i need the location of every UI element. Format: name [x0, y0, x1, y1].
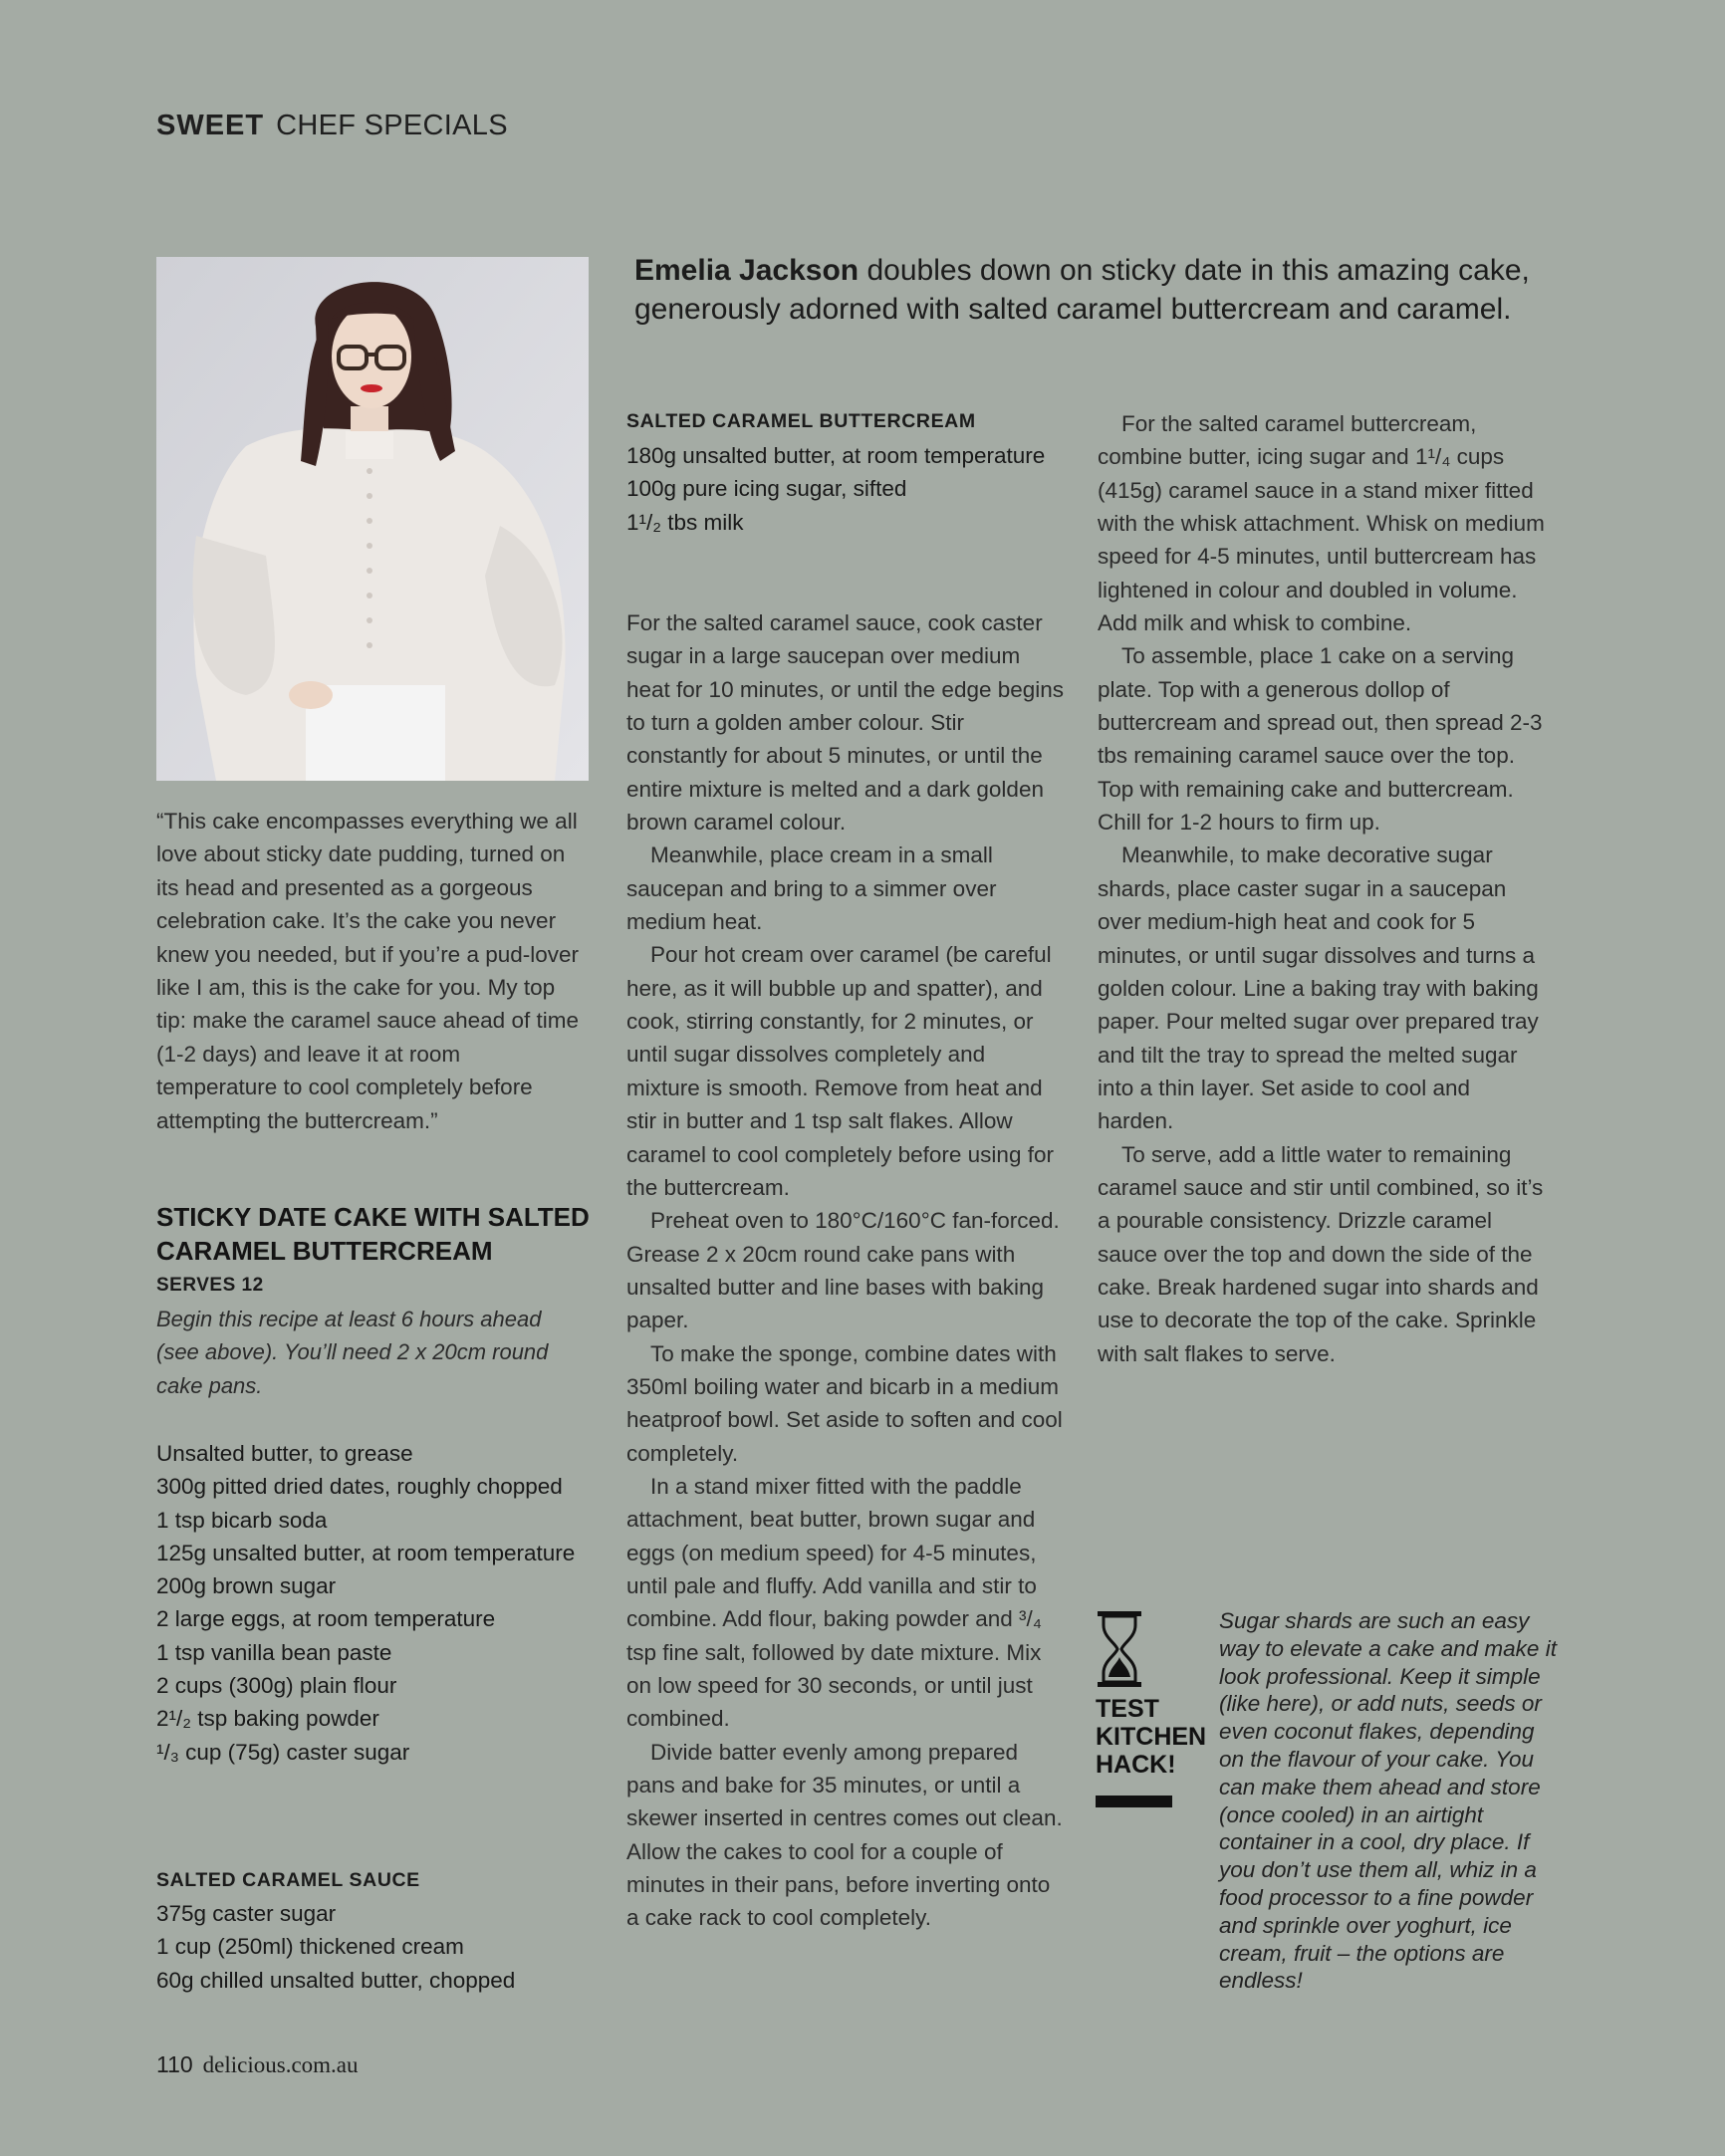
- ingredient-item: 200g brown sugar: [156, 1573, 337, 1599]
- cake-ingredients-list: [156, 1437, 595, 1769]
- ingredient-item: 125g unsalted butter, at room temperature: [156, 1540, 576, 1565]
- intro-standfirst: [634, 251, 1630, 329]
- chef-portrait-illustration: [156, 257, 589, 781]
- ingredient-item: ¹/₃ cup (75g) caster sugar: [156, 1739, 410, 1765]
- ingredient-item: 300g pitted dried dates, roughly chopped: [156, 1474, 563, 1500]
- method-paragraph: In a stand mixer fitted with the paddle attachment, beat butter, brown sugar and eggs (on medium speed) for 4-5 minutes, until pale and fluffy. Add vanilla and stir to combine. Add flour, baking powder and ³/₄ tsp fine salt, followed by date mixture. Mix on low speed for 30 seconds, or until just combined.: [626, 1473, 1042, 1732]
- ingredient-item: 2¹/₂ tsp baking powder: [156, 1706, 379, 1732]
- page-number: 110: [156, 2051, 193, 2077]
- method-paragraph: To serve, add a little water to remaining caramel sauce and stir until combined, so it’s a pourable consistency. Drizzle caramel sauce over the top and down the side of the cake. Break hardened sugar into shards and use to decorate the top of the cake. Sprinkle with salt flakes to serve.: [1098, 1141, 1544, 1366]
- method-paragraph: Divide batter evenly among prepared pans and bake for 35 minutes, or until a skewer inserted in centres comes out clean. Allow the cakes to cool for a couple of minutes in their pans, before inverting onto a cake rack to cool completely.: [626, 1739, 1063, 1931]
- page-footer: [156, 2051, 359, 2078]
- method-paragraph: For the salted caramel sauce, cook caster sugar in a large saucepan over medium heat for 10 minutes, or until the edge begins to turn a golden amber colour. Stir constantly for about 5 minutes, or until the entire mixture is melted and a dark golden brown caramel colour.: [626, 610, 1065, 836]
- ingredient-item: 1 tsp vanilla bean paste: [156, 1639, 392, 1665]
- method-paragraph: Meanwhile, place cream in a small saucepan and bring to a simmer over medium heat.: [626, 842, 997, 935]
- recipe-serves: SERVES 12: [156, 1275, 264, 1296]
- ingredient-item: 375g caster sugar: [156, 1901, 337, 1926]
- ingredient-item: 1¹/₂ tbs milk: [626, 509, 744, 535]
- ingredient-item: 1 tsp bicarb soda: [156, 1507, 328, 1533]
- hack-divider: [1096, 1796, 1172, 1807]
- section-header-light: CHEF SPECIALS: [276, 110, 508, 141]
- section-header-bold: SWEET: [156, 110, 265, 141]
- intro-text: doubles down on sticky date in this amazing cake, generously adorned with salted caramel buttercream and caramel.: [634, 254, 1530, 326]
- ingredient-item: 100g pure icing sugar, sifted: [626, 476, 907, 502]
- method-paragraph: To assemble, place 1 cake on a serving plate. Top with a generous dollop of buttercream and spread out, then spread 2-3 tbs remaining caramel sauce over the top. Top with remaining cake and buttercream. Chill for 1-2 hours to firm up.: [1098, 643, 1543, 836]
- method-paragraph: Pour hot cream over caramel (be careful here, as it will bubble up and spatter), and cook, stirring constantly, for 2 minutes, or until sugar dissolves completely and mixture is smooth. Remove from heat and stir in butter and 1 tsp salt flakes. Allow caramel to cool completely before using for the buttercream.: [626, 942, 1054, 1200]
- section-header: [156, 110, 508, 142]
- chef-portrait-photo: [156, 257, 589, 781]
- hack-text: Sugar shards are such an easy way to elevate a cake and make it look professional. Keep it simple (like here), or add nuts, seeds or even coconut flakes, depending on the flavour of your cake. You can make them ahead and store (once cooled) in an airtight container in a cool, dry place. If you don’t use them all, whiz in a food processor to a fine powder and sprinkle over yoghurt, ice cream, fruit – the options are endless!: [1219, 1608, 1557, 1994]
- sauce-ingredients-list: [156, 1897, 595, 1997]
- ingredient-item: 2 cups (300g) plain flour: [156, 1673, 397, 1699]
- method-column-1: [626, 606, 1065, 1935]
- site-name: delicious.com.au: [202, 2052, 359, 2077]
- recipe-title: STICKY DATE CAKE WITH SALTED CARAMEL BUTTERCREAM: [156, 1202, 590, 1266]
- ingredient-item: 2 large eggs, at room temperature: [156, 1606, 496, 1632]
- intro-author: Emelia Jackson: [634, 254, 860, 287]
- chef-quote: “This cake encompasses everything we all love about sticky date pudding, turned on its head and presented as a gorgeous celebration cake. It’s the cake you never knew you needed, but if you’re a pud-lover like I am, this is the cake for you. My top tip: make the caramel sauce ahead of time (1-2 days) and leave it at room temperature to cool completely before attempting the buttercream.”: [156, 809, 580, 1133]
- buttercream-ingredients-list: [626, 439, 1065, 539]
- method-paragraph: Preheat oven to 180°C/160°C fan-forced. Grease 2 x 20cm round cake pans with unsalted butter and line bases with baking paper.: [626, 1208, 1060, 1333]
- buttercream-heading: SALTED CARAMEL BUTTERCREAM: [626, 410, 976, 432]
- ingredient-item: 1 cup (250ml) thickened cream: [156, 1934, 464, 1960]
- method-column-2: [1098, 407, 1546, 1370]
- method-paragraph: Meanwhile, to make decorative sugar shards, place caster sugar in a saucepan over medium-high heat and cook for 5 minutes, or until sugar dissolves and turns a golden colour. Line a baking tray with baking paper. Pour melted sugar over prepared tray and tilt the tray to spread the melted sugar into a thin layer. Set aside to cool and harden.: [1098, 842, 1539, 1134]
- recipe-note: Begin this recipe at least 6 hours ahead (see above). You’ll need 2 x 20cm round cake pans.: [156, 1307, 549, 1398]
- ingredient-item: 60g chilled unsalted butter, chopped: [156, 1967, 516, 1993]
- method-paragraph: To make the sponge, combine dates with 350ml boiling water and bicarb in a medium heatproof bowl. Set aside to soften and cool completely.: [626, 1340, 1063, 1466]
- hack-title: TEST KITCHEN HACK!: [1096, 1695, 1207, 1779]
- ingredient-item: 180g unsalted butter, at room temperature: [626, 443, 1046, 468]
- sauce-heading: SALTED CARAMEL SAUCE: [156, 1869, 420, 1891]
- method-paragraph: For the salted caramel buttercream, combine butter, icing sugar and 1¹/₄ cups (415g) caramel sauce in a stand mixer fitted with the whisk attachment. Whisk on medium speed for 4-5 minutes, until buttercream has lightened in colour and doubled in volume. Add milk and whisk to combine.: [1098, 411, 1545, 636]
- hourglass-icon: [1096, 1611, 1143, 1687]
- ingredient-item: Unsalted butter, to grease: [156, 1441, 413, 1466]
